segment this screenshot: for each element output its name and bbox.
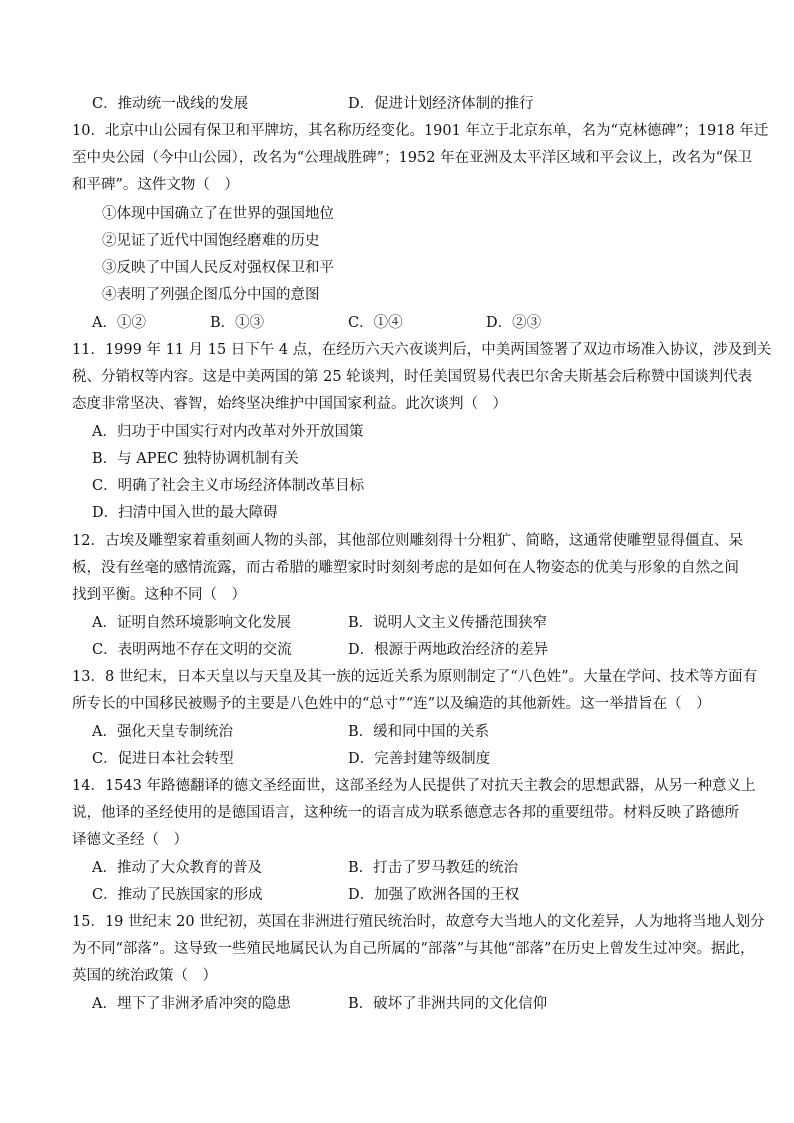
q10-item-1: ①体现中国确立了在世界的强国地位: [102, 206, 334, 222]
q12-option-d: D．根源于两地政治经济的差异: [348, 642, 549, 658]
q10-item-4: ④表明了列强企图瓜分中国的意图: [102, 287, 320, 303]
q15-stem-line-3: 英国的统治政策（ ）: [72, 968, 217, 984]
q10-item-2: ②见证了近代中国饱经磨难的历史: [102, 233, 320, 249]
q11-option-c: C．明确了社会主义市场经济体制改革目标: [92, 478, 365, 494]
q10-option-c: C．①④: [348, 315, 403, 331]
q15-stem-line-1: 15．19 世纪末 20 世纪初，英国在非洲进行殖民统治时，故意夸大当地人的文化差异，人为地将当地人划分: [72, 914, 765, 930]
q12-stem-line-2: 板，没有丝毫的感情流露，而古希腊的雕塑家时时刻刻考虑的是如何在人物姿态的优美与形象的自然之间: [72, 560, 739, 576]
q12-option-a: A．证明自然环境影响文化发展: [92, 615, 291, 631]
q10-stem-line-1: 10．北京中山公园有保卫和平牌坊，其名称历经变化。1901 年立于北京东单，名为“克林德碑”；1918 年迁: [72, 123, 769, 139]
q13-option-b: B．缓和同中国的关系: [348, 724, 490, 740]
q14-option-b: B．打击了罗马教廷的统治: [348, 860, 519, 876]
q14-option-a: A．推动了大众教育的普及: [92, 860, 262, 876]
q10-stem-line-2: 至中央公园（今中山公园），改名为“公理战胜碑”；1952 年在亚洲及太平洋区域和平会议上，改名为“保卫: [72, 150, 752, 166]
q11-stem-line-2: 税、分销权等内容。这是中美两国的第 25 轮谈判，时任美国贸易代表巴尔舍夫斯基会后称赞中国谈判代表: [72, 369, 753, 385]
q10-stem-line-3: 和平碑”。这件文物（ ）: [72, 177, 239, 193]
q13-option-a: A．强化天皇专制统治: [92, 724, 233, 740]
q11-stem-line-1: 11．1999 年 11 月 15 日下午 4 点，在经历六天六夜谈判后，中美两国签署了双边市场准入协议，涉及到关: [72, 342, 772, 358]
q12-stem-line-1: 12．古埃及雕塑家着重刻画人物的头部，其他部位则雕刻得十分粗犷、简略，这通常使雕塑显得僵直、呆: [72, 533, 743, 549]
q13-stem-line-2: 所专长的中国移民被赐予的主要是八色姓中的“总寸”“连”以及编造的其他新姓。这一举措旨在（ ）: [72, 696, 711, 712]
q10-option-a: A．①②: [92, 315, 146, 331]
q15-stem-line-2: 为不同“部落”。这导致一些殖民地属民认为自己所属的“部落”与其他“部落”在历史上曾发生过冲突。据此，: [72, 941, 755, 957]
q10-option-b: B．①③: [210, 315, 265, 331]
q14-stem-line-3: 译德文圣经（ ）: [72, 832, 188, 848]
q13-option-d: D．完善封建等级制度: [348, 751, 491, 767]
q12-option-c: C．表明两地不存在文明的交流: [92, 642, 292, 658]
q11-option-d: D．扫清中国入世的最大障碍: [92, 505, 278, 521]
q13-option-c: C．促进日本社会转型: [92, 751, 234, 767]
q14-option-c: C．推动了民族国家的形成: [92, 887, 263, 903]
q11-option-a: A．归功于中国实行对内改革对外开放国策: [92, 424, 364, 440]
q10-option-d: D．②③: [486, 315, 542, 331]
q13-stem-line-1: 13．8 世纪末，日本天皇以与天皇及其一族的远近关系为原则制定了“八色姓”。大量在学问、技术等方面有: [72, 669, 758, 685]
q9-option-d: D．促进计划经济体制的推行: [348, 96, 534, 112]
q14-stem-line-2: 说，他译的圣经使用的是德国语言，这种统一的语言成为联系德意志各邦的重要纽带。材料反映了路德所: [72, 805, 739, 821]
q10-item-3: ③反映了中国人民反对强权保卫和平: [102, 260, 334, 276]
q9-option-c: C．推动统一战线的发展: [92, 96, 249, 112]
q11-option-b: B．与 APEC 独特协调机制有关: [92, 451, 299, 467]
q14-option-d: D．加强了欧洲各国的王权: [348, 887, 520, 903]
q15-option-a: A．埋下了非洲矛盾冲突的隐患: [92, 996, 291, 1012]
q12-option-b: B．说明人文主义传播范围狭窄: [348, 615, 548, 631]
q14-stem-line-1: 14．1543 年路德翻译的德文圣经面世，这部圣经为人民提供了对抗天主教会的思想武器，从另一种意义上: [72, 778, 756, 794]
q15-option-b: B．破坏了非洲共同的文化信仰: [348, 996, 548, 1012]
q12-stem-line-3: 找到平衡。这种不同（ ）: [72, 587, 246, 603]
q11-stem-line-3: 态度非常坚决、睿智，始终坚决维护中国国家利益。此次谈判（ ）: [72, 396, 507, 412]
